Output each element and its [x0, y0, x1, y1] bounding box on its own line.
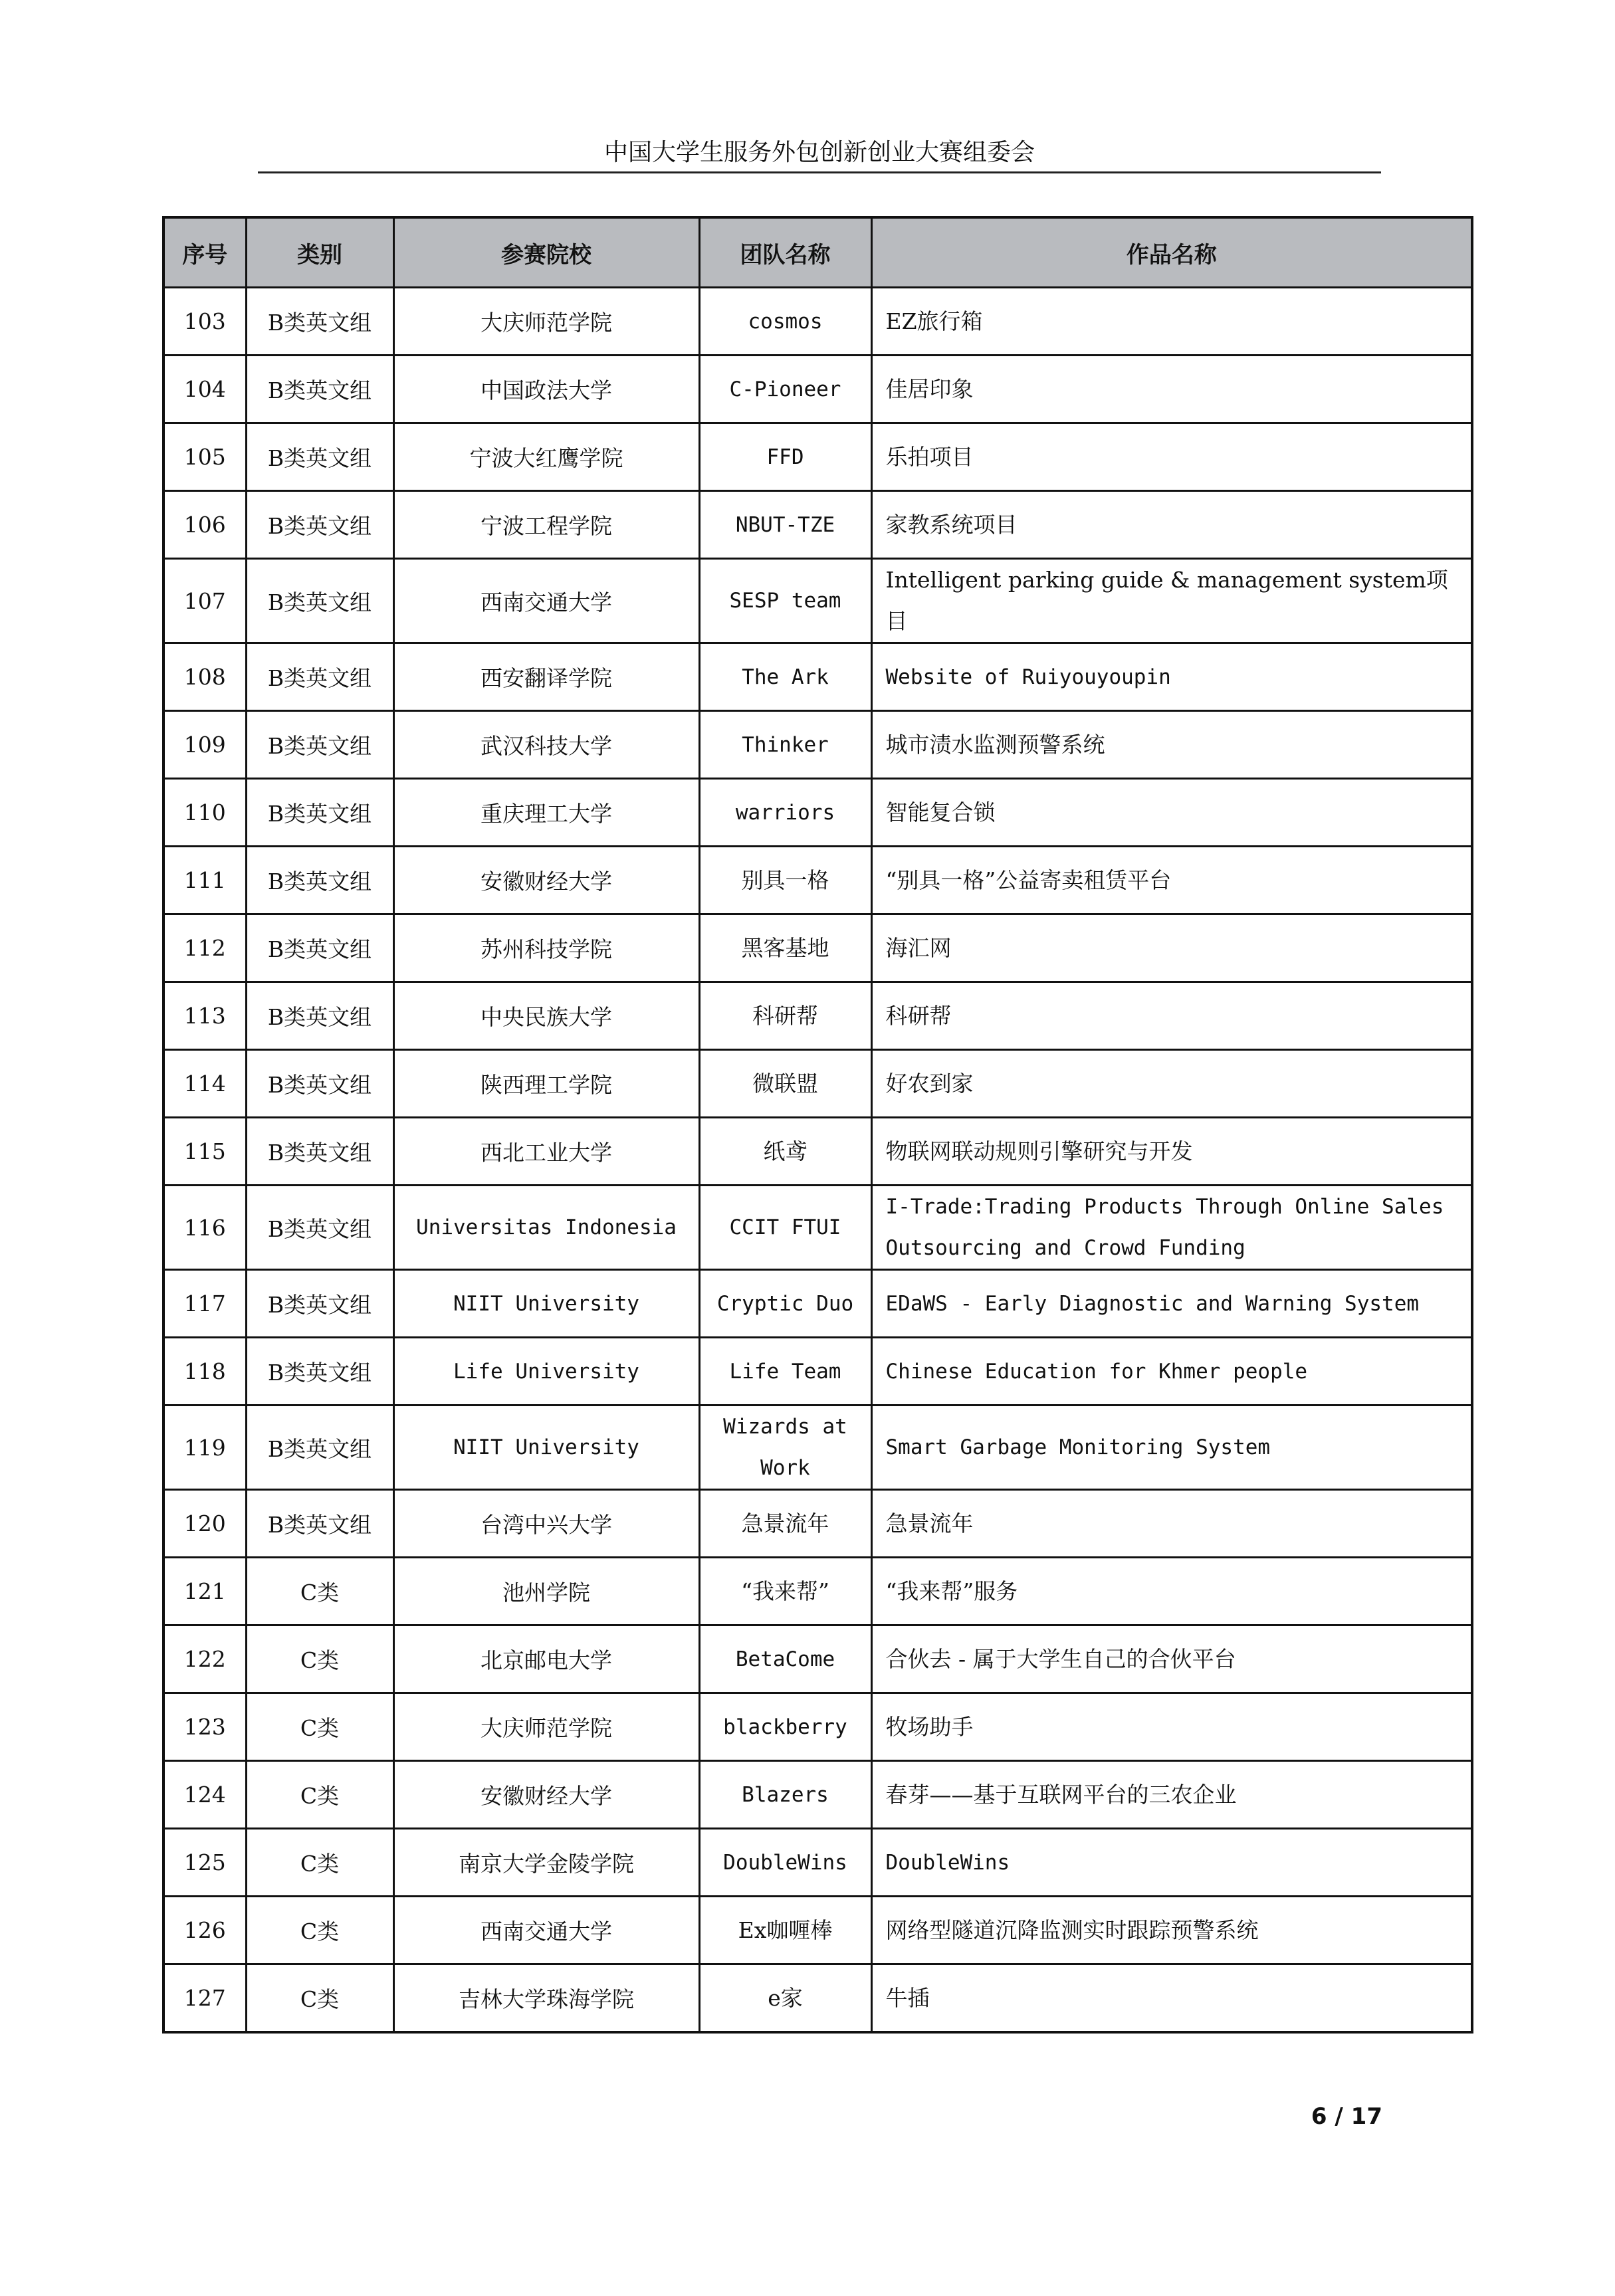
cell-team: BetaCome — [699, 1625, 871, 1693]
cell-work: EZ旅行箱 — [871, 288, 1472, 356]
table-row — [163, 1406, 1472, 1490]
table-row — [163, 914, 1472, 982]
cell-no: 121 — [163, 1558, 246, 1625]
cell-team: “我来帮” — [699, 1558, 871, 1625]
entries-table-container — [162, 216, 1471, 2034]
cell-team: Wizards at Work — [699, 1406, 871, 1490]
entries-table — [162, 216, 1473, 2034]
cell-school: 安徽财经大学 — [393, 1761, 699, 1829]
cell-no: 114 — [163, 1050, 246, 1118]
cell-work: EDaWS - Early Diagnostic and Warning System — [871, 1270, 1472, 1338]
cell-category: B类英文组 — [246, 711, 393, 779]
cell-no: 111 — [163, 847, 246, 914]
cell-team: 科研帮 — [699, 982, 871, 1050]
cell-category: B类英文组 — [246, 356, 393, 423]
cell-no: 115 — [163, 1118, 246, 1186]
table-row — [163, 559, 1472, 643]
cell-category: B类英文组 — [246, 559, 393, 643]
cell-school: 大庆师范学院 — [393, 1693, 699, 1761]
table-body — [163, 288, 1472, 2033]
cell-category: B类英文组 — [246, 1338, 393, 1406]
cell-work: Intelligent parking guide & management system项目 — [871, 559, 1472, 643]
cell-work: 佳居印象 — [871, 356, 1472, 423]
cell-category: B类英文组 — [246, 1490, 393, 1558]
cell-team: SESP team — [699, 559, 871, 643]
cell-team: FFD — [699, 423, 871, 491]
cell-no: 103 — [163, 288, 246, 356]
header-rule — [258, 171, 1381, 173]
cell-team: 黑客基地 — [699, 914, 871, 982]
cell-work: 合伙去 - 属于大学生自己的合伙平台 — [871, 1625, 1472, 1693]
cell-category: B类英文组 — [246, 491, 393, 559]
cell-no: 112 — [163, 914, 246, 982]
cell-school: NIIT University — [393, 1270, 699, 1338]
column-header-work: 作品名称 — [871, 217, 1472, 288]
cell-team: cosmos — [699, 288, 871, 356]
cell-school: 中央民族大学 — [393, 982, 699, 1050]
cell-team: warriors — [699, 779, 871, 847]
cell-no: 105 — [163, 423, 246, 491]
cell-category: C类 — [246, 1761, 393, 1829]
cell-category: B类英文组 — [246, 1270, 393, 1338]
table-row — [163, 423, 1472, 491]
cell-school: 西北工业大学 — [393, 1118, 699, 1186]
cell-work: 科研帮 — [871, 982, 1472, 1050]
cell-work: 家教系统项目 — [871, 491, 1472, 559]
cell-no: 117 — [163, 1270, 246, 1338]
cell-category: B类英文组 — [246, 779, 393, 847]
cell-work: Chinese Education for Khmer people — [871, 1338, 1472, 1406]
cell-category: B类英文组 — [246, 1050, 393, 1118]
table-row — [163, 1338, 1472, 1406]
table-row — [163, 356, 1472, 423]
cell-no: 109 — [163, 711, 246, 779]
cell-work: 牧场助手 — [871, 1693, 1472, 1761]
cell-team: Cryptic Duo — [699, 1270, 871, 1338]
column-header-team: 团队名称 — [699, 217, 871, 288]
cell-no: 123 — [163, 1693, 246, 1761]
cell-category: B类英文组 — [246, 1186, 393, 1270]
cell-team: Life Team — [699, 1338, 871, 1406]
cell-school: 北京邮电大学 — [393, 1625, 699, 1693]
cell-category: C类 — [246, 1558, 393, 1625]
cell-category: C类 — [246, 1693, 393, 1761]
cell-no: 106 — [163, 491, 246, 559]
table-row — [163, 711, 1472, 779]
cell-school: 安徽财经大学 — [393, 847, 699, 914]
cell-team: CCIT FTUI — [699, 1186, 871, 1270]
cell-no: 119 — [163, 1406, 246, 1490]
cell-team: DoubleWins — [699, 1829, 871, 1897]
cell-school: 西南交通大学 — [393, 1897, 699, 1964]
table-row — [163, 1897, 1472, 1964]
cell-team: The Ark — [699, 643, 871, 711]
column-header-no: 序号 — [163, 217, 246, 288]
cell-school: Life University — [393, 1338, 699, 1406]
table-row — [163, 982, 1472, 1050]
cell-no: 122 — [163, 1625, 246, 1693]
cell-team: 微联盟 — [699, 1050, 871, 1118]
cell-school: 台湾中兴大学 — [393, 1490, 699, 1558]
cell-work: 急景流年 — [871, 1490, 1472, 1558]
cell-school: 吉林大学珠海学院 — [393, 1964, 699, 2033]
cell-category: B类英文组 — [246, 847, 393, 914]
cell-no: 124 — [163, 1761, 246, 1829]
cell-team: 别具一格 — [699, 847, 871, 914]
cell-team: C-Pioneer — [699, 356, 871, 423]
cell-school: 宁波工程学院 — [393, 491, 699, 559]
cell-category: B类英文组 — [246, 423, 393, 491]
table-row — [163, 1490, 1472, 1558]
table-row — [163, 1761, 1472, 1829]
table-row — [163, 1693, 1472, 1761]
page-number: 6 / 17 — [1311, 2103, 1382, 2130]
cell-no: 110 — [163, 779, 246, 847]
table-row — [163, 1186, 1472, 1270]
table-row — [163, 1625, 1472, 1693]
cell-category: C类 — [246, 1897, 393, 1964]
cell-team: NBUT-TZE — [699, 491, 871, 559]
cell-work: 海汇网 — [871, 914, 1472, 982]
cell-team: Blazers — [699, 1761, 871, 1829]
table-row — [163, 1270, 1472, 1338]
cell-work: 牛插 — [871, 1964, 1472, 2033]
cell-work: Smart Garbage Monitoring System — [871, 1406, 1472, 1490]
cell-category: B类英文组 — [246, 982, 393, 1050]
cell-school: 西安翻译学院 — [393, 643, 699, 711]
cell-category: C类 — [246, 1625, 393, 1693]
cell-no: 104 — [163, 356, 246, 423]
cell-school: 苏州科技学院 — [393, 914, 699, 982]
cell-no: 118 — [163, 1338, 246, 1406]
column-header-category: 类别 — [246, 217, 393, 288]
cell-category: B类英文组 — [246, 914, 393, 982]
cell-work: I-Trade:Trading Products Through Online Sales Outsourcing and Crowd Funding — [871, 1186, 1472, 1270]
column-header-school: 参赛院校 — [393, 217, 699, 288]
cell-no: 120 — [163, 1490, 246, 1558]
table-row — [163, 847, 1472, 914]
cell-no: 125 — [163, 1829, 246, 1897]
cell-no: 107 — [163, 559, 246, 643]
cell-school: 重庆理工大学 — [393, 779, 699, 847]
cell-school: 武汉科技大学 — [393, 711, 699, 779]
cell-school: 中国政法大学 — [393, 356, 699, 423]
cell-work: “我来帮”服务 — [871, 1558, 1472, 1625]
cell-team: e家 — [699, 1964, 871, 2033]
cell-team: Thinker — [699, 711, 871, 779]
table-row — [163, 288, 1472, 356]
cell-team: 纸鸢 — [699, 1118, 871, 1186]
table-row — [163, 643, 1472, 711]
cell-school: 池州学院 — [393, 1558, 699, 1625]
cell-school: 陕西理工学院 — [393, 1050, 699, 1118]
cell-category: C类 — [246, 1829, 393, 1897]
cell-team: 急景流年 — [699, 1490, 871, 1558]
table-row — [163, 1118, 1472, 1186]
cell-work: “别具一格”公益寄卖租赁平台 — [871, 847, 1472, 914]
cell-work: 物联网联动规则引擎研究与开发 — [871, 1118, 1472, 1186]
cell-work: Website of Ruiyouyoupin — [871, 643, 1472, 711]
cell-no: 126 — [163, 1897, 246, 1964]
table-row — [163, 491, 1472, 559]
cell-work: DoubleWins — [871, 1829, 1472, 1897]
cell-no: 113 — [163, 982, 246, 1050]
cell-school: NIIT University — [393, 1406, 699, 1490]
cell-school: Universitas Indonesia — [393, 1186, 699, 1270]
cell-no: 116 — [163, 1186, 246, 1270]
cell-category: B类英文组 — [246, 643, 393, 711]
table-row — [163, 779, 1472, 847]
page-header-title: 中国大学生服务外包创新创业大赛组委会 — [603, 139, 1035, 166]
table-row — [163, 1964, 1472, 2033]
cell-work: 好农到家 — [871, 1050, 1472, 1118]
cell-category: B类英文组 — [246, 1406, 393, 1490]
cell-team: blackberry — [699, 1693, 871, 1761]
cell-school: 大庆师范学院 — [393, 288, 699, 356]
cell-no: 127 — [163, 1964, 246, 2033]
cell-school: 西南交通大学 — [393, 559, 699, 643]
table-row — [163, 1558, 1472, 1625]
cell-work: 乐拍项目 — [871, 423, 1472, 491]
cell-school: 宁波大红鹰学院 — [393, 423, 699, 491]
cell-work: 城市渍水监测预警系统 — [871, 711, 1472, 779]
cell-work: 网络型隧道沉降监测实时跟踪预警系统 — [871, 1897, 1472, 1964]
table-row — [163, 1829, 1472, 1897]
cell-school: 南京大学金陵学院 — [393, 1829, 699, 1897]
table-row — [163, 1050, 1472, 1118]
cell-no: 108 — [163, 643, 246, 711]
cell-category: B类英文组 — [246, 288, 393, 356]
cell-category: B类英文组 — [246, 1118, 393, 1186]
cell-team: Ex咖喱棒 — [699, 1897, 871, 1964]
table-header-row — [163, 217, 1472, 288]
cell-work: 智能复合锁 — [871, 779, 1472, 847]
cell-category: C类 — [246, 1964, 393, 2033]
cell-work: 春芽——基于互联网平台的三农企业 — [871, 1761, 1472, 1829]
